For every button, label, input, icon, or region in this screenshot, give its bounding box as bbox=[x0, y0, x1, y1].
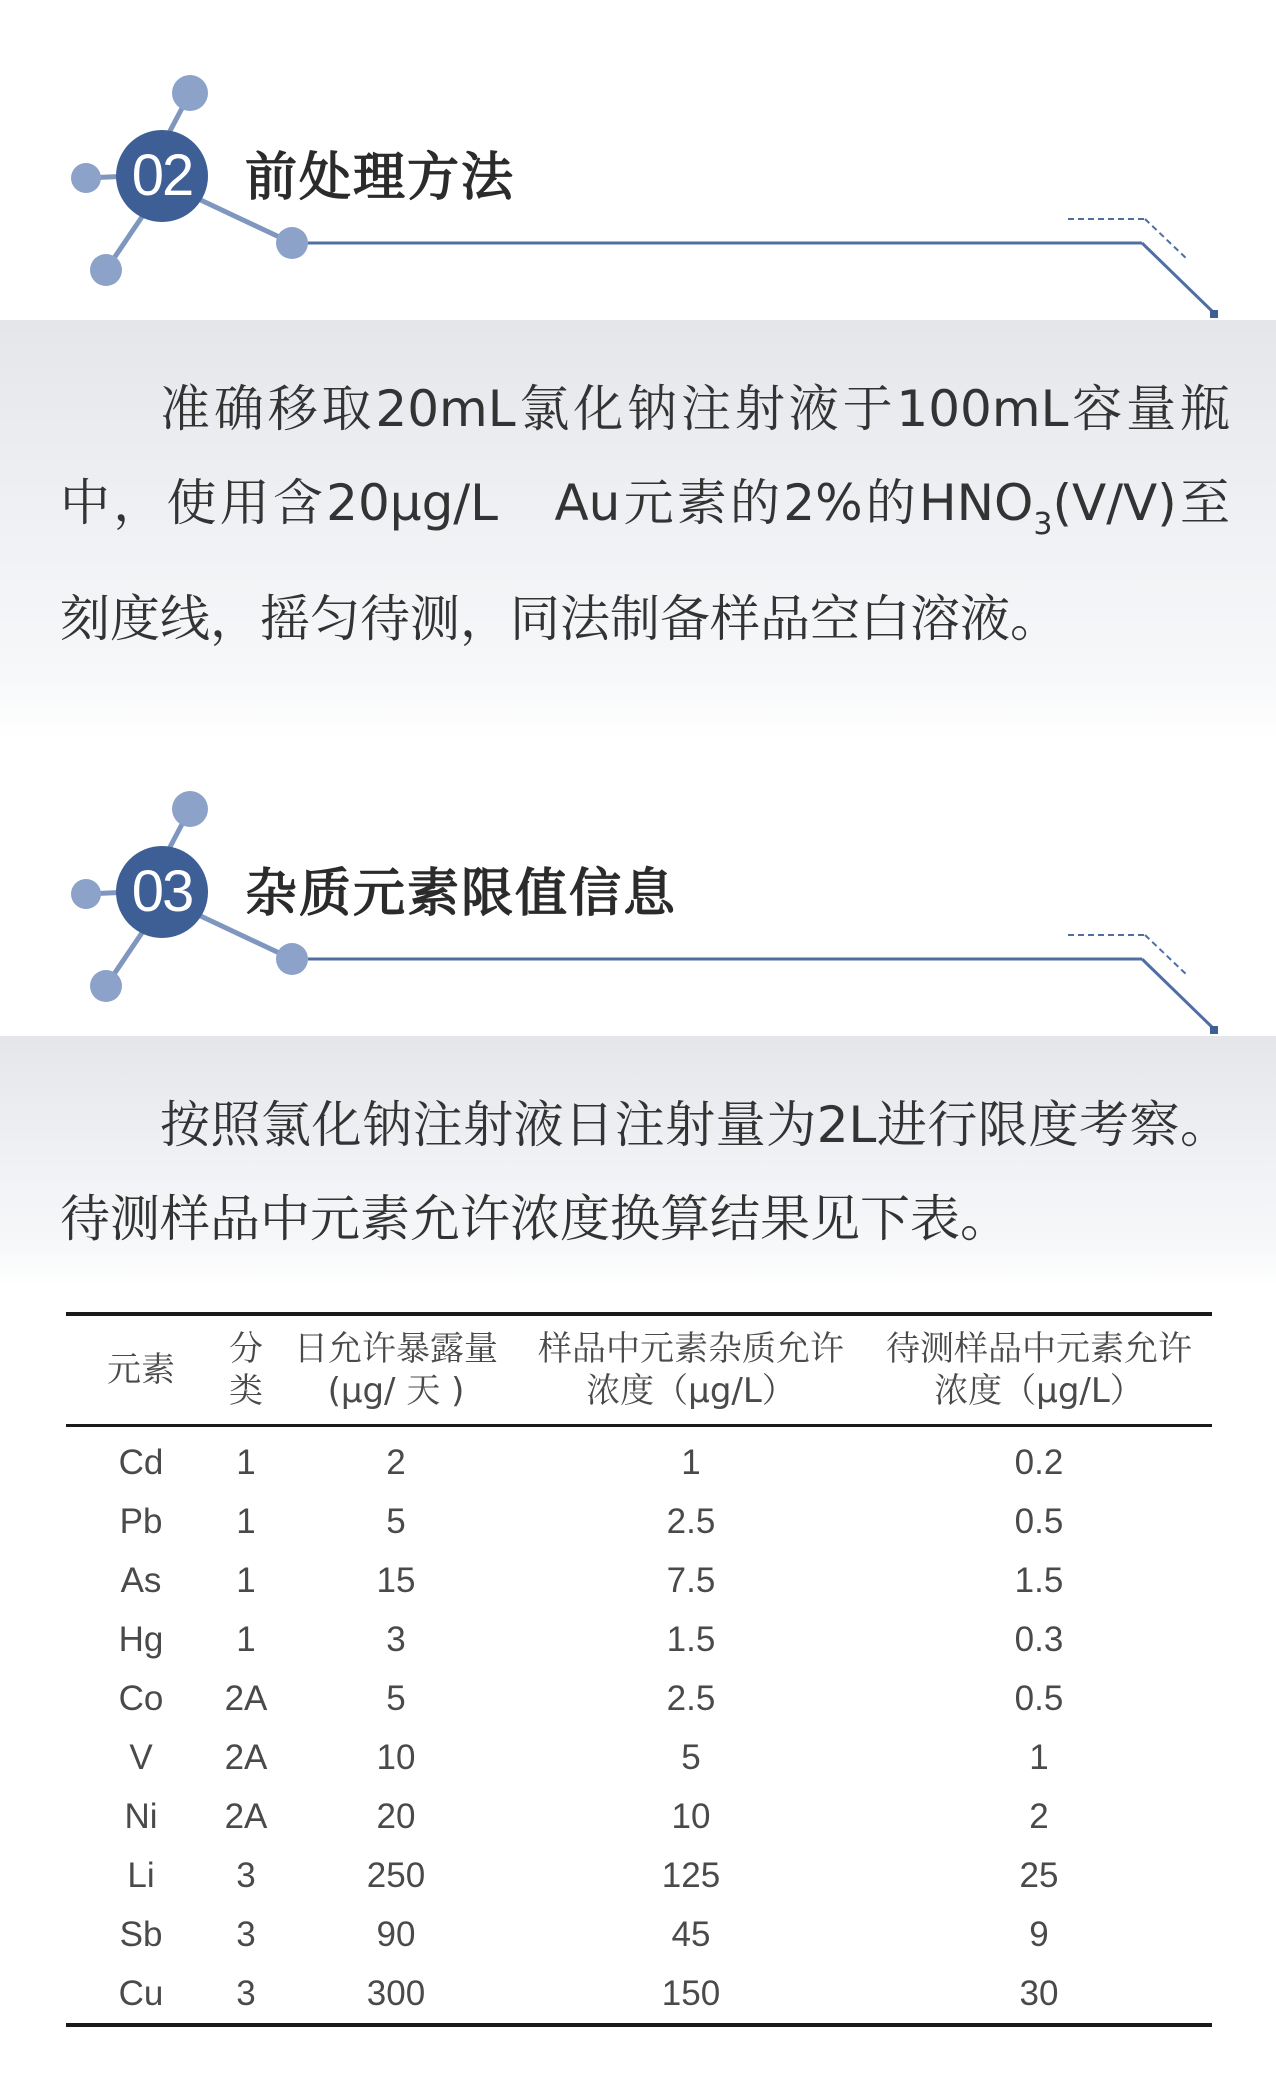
section-03-header bbox=[0, 716, 1276, 1036]
section-number: 02 bbox=[131, 143, 193, 208]
cell-test-limit: 0.5 bbox=[1014, 1678, 1064, 1718]
table-row bbox=[66, 1551, 1212, 1610]
cell-class: 3 bbox=[236, 1914, 256, 1954]
cell-class: 3 bbox=[236, 1973, 256, 2013]
cell-sample-limit: 7.5 bbox=[666, 1560, 716, 1600]
paragraph-text: 准确移取20mL氯化钠注射液于100mL容量瓶中，使用含20μg/L Au元素的2%的HNO bbox=[60, 380, 1230, 532]
cell-test-limit: 1 bbox=[1029, 1737, 1049, 1777]
cell-pde: 90 bbox=[376, 1914, 416, 1954]
limit-paragraph bbox=[60, 1078, 1230, 1266]
impurity-limit-table bbox=[66, 1312, 1212, 2027]
cell-pde: 5 bbox=[386, 1501, 406, 1541]
cell-pde: 20 bbox=[376, 1796, 416, 1836]
cell-element: Co bbox=[118, 1678, 164, 1718]
cell-pde: 300 bbox=[366, 1973, 426, 2013]
cell-class: 1 bbox=[236, 1619, 256, 1659]
table-header-row bbox=[66, 1314, 1212, 1426]
cell-class: 1 bbox=[236, 1501, 256, 1541]
header-test-limit: 待测样品中元素允许 浓度（μg/L） bbox=[886, 1329, 1192, 1411]
cell-class: 2A bbox=[224, 1796, 268, 1836]
cell-element: Hg bbox=[118, 1619, 164, 1659]
header-element: 元素 bbox=[107, 1350, 175, 1390]
pretreatment-paragraph bbox=[60, 362, 1230, 666]
cell-element: Cu bbox=[118, 1973, 164, 2013]
cell-sample-limit: 1 bbox=[681, 1442, 701, 1482]
table-row bbox=[66, 1669, 1212, 1728]
cell-test-limit: 1.5 bbox=[1014, 1560, 1064, 1600]
cell-element: Li bbox=[127, 1855, 155, 1895]
cell-sample-limit: 10 bbox=[671, 1796, 711, 1836]
cell-test-limit: 9 bbox=[1029, 1914, 1049, 1954]
cell-element: As bbox=[120, 1560, 162, 1600]
table-row bbox=[66, 1846, 1212, 1905]
cell-test-limit: 30 bbox=[1019, 1973, 1059, 2013]
table-row bbox=[66, 1787, 1212, 1846]
table-row bbox=[66, 1610, 1212, 1669]
cell-sample-limit: 45 bbox=[671, 1914, 711, 1954]
cell-element: V bbox=[129, 1737, 153, 1777]
cell-sample-limit: 125 bbox=[661, 1855, 721, 1895]
cell-pde: 3 bbox=[386, 1619, 406, 1659]
cell-test-limit: 0.3 bbox=[1014, 1619, 1064, 1659]
cell-class: 2A bbox=[224, 1737, 268, 1777]
table-row bbox=[66, 1905, 1212, 1964]
cell-test-limit: 2 bbox=[1029, 1796, 1049, 1836]
table-row bbox=[66, 1964, 1212, 2025]
cell-pde: 2 bbox=[386, 1442, 406, 1482]
section-number: 03 bbox=[131, 859, 193, 924]
section-02-header bbox=[0, 0, 1276, 320]
cell-class: 3 bbox=[236, 1855, 256, 1895]
section-title: 前处理方法 bbox=[245, 148, 516, 208]
cell-pde: 10 bbox=[376, 1737, 416, 1777]
cell-element: Ni bbox=[124, 1796, 158, 1836]
cell-test-limit: 0.5 bbox=[1014, 1501, 1064, 1541]
header-class: 分类 bbox=[229, 1329, 263, 1411]
cell-class: 1 bbox=[236, 1560, 256, 1600]
paragraph-text-rest: (V/V)至刻度线，摇匀待测，同法制备样品空白溶液。 bbox=[60, 474, 1230, 648]
cell-pde: 5 bbox=[386, 1678, 406, 1718]
subscript-text: 3 bbox=[1033, 507, 1053, 542]
cell-sample-limit: 150 bbox=[661, 1973, 721, 2013]
cell-class: 2A bbox=[224, 1678, 268, 1718]
cell-element: Pb bbox=[119, 1501, 163, 1541]
table-row bbox=[66, 1728, 1212, 1787]
table-row bbox=[66, 1426, 1212, 1493]
cell-test-limit: 0.2 bbox=[1014, 1442, 1064, 1482]
cell-sample-limit: 2.5 bbox=[666, 1501, 716, 1541]
cell-pde: 250 bbox=[366, 1855, 426, 1895]
cell-class: 1 bbox=[236, 1442, 256, 1482]
cell-pde: 15 bbox=[376, 1560, 416, 1600]
table-row bbox=[66, 1492, 1212, 1551]
cell-sample-limit: 2.5 bbox=[666, 1678, 716, 1718]
section-title: 杂质元素限值信息 bbox=[245, 864, 678, 924]
cell-sample-limit: 5 bbox=[681, 1737, 701, 1777]
cell-element: Cd bbox=[118, 1442, 164, 1482]
header-pde: 日允许暴露量 (μg/ 天 ) bbox=[294, 1329, 498, 1411]
paragraph-text: 按照氯化钠注射液日注射量为2L进行限度考察。待测样品中元素允许浓度换算结果见下表。 bbox=[60, 1096, 1230, 1248]
cell-sample-limit: 1.5 bbox=[666, 1619, 716, 1659]
cell-test-limit: 25 bbox=[1019, 1855, 1059, 1895]
cell-element: Sb bbox=[119, 1914, 163, 1954]
header-sample-limit: 样品中元素杂质允许 浓度（μg/L） bbox=[538, 1329, 844, 1411]
